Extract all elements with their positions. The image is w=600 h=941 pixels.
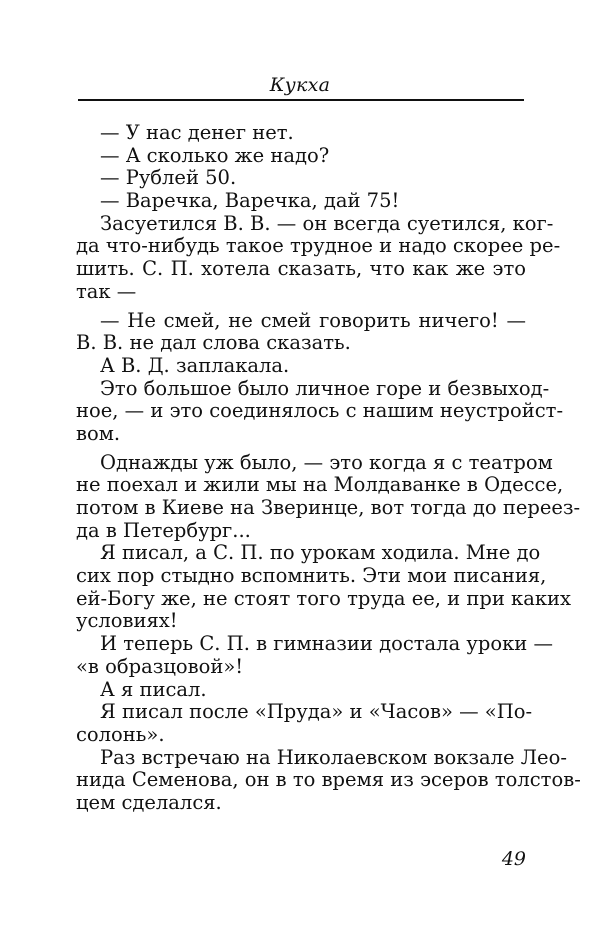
text-line: сих пор стыдно вспомнить. Эти мои писания, bbox=[76, 564, 547, 588]
text-line: «в образцовой»! bbox=[76, 654, 244, 678]
text-line: А я писал. bbox=[100, 677, 207, 701]
text-line: — Рублей 50. bbox=[100, 166, 237, 190]
text-line: В. В. не дал слова сказать. bbox=[76, 331, 351, 355]
text-line: Я писал после «Пруда» и «Часов» — «По- bbox=[100, 700, 533, 724]
text-line: ей-Богу же, не стоят того труда ее, и при каких bbox=[76, 586, 572, 610]
body-text bbox=[76, 121, 581, 815]
text-line: ное, — и это соединялось с нашим неустройст- bbox=[76, 399, 564, 423]
text-line: так — bbox=[76, 279, 137, 303]
text-line: Однажды уж было, — это когда я с театром bbox=[100, 450, 553, 474]
text-line: Это большое было личное горе и безвыход- bbox=[100, 376, 550, 400]
text-line: вом. bbox=[76, 421, 121, 445]
text-line: нида Семенова, он в то время из эсеров толстов- bbox=[76, 768, 581, 792]
text-line: условиях! bbox=[76, 609, 178, 633]
text-line: — Не смей, не смей говорить ничего! — bbox=[100, 308, 526, 332]
text-line: не поехал и жили мы на Молдаванке в Одессе, bbox=[76, 473, 564, 497]
text-line: шить. С. П. хотела сказать, что как же это bbox=[76, 257, 526, 281]
text-line: — Варечка, Варечка, дай 75! bbox=[100, 189, 400, 213]
text-line: И теперь С. П. в гимназии достала уроки — bbox=[100, 632, 553, 656]
text-line: цем сделался. bbox=[76, 790, 222, 814]
text-line: потом в Киеве на Зверинце, вот тогда до переез- bbox=[76, 496, 581, 519]
text-line: Засуетился В. В. — он всегда суетился, ког- bbox=[100, 211, 554, 235]
text-line: да что-нибудь такое трудное и надо скорее ре- bbox=[76, 234, 561, 258]
text-line: солонь». bbox=[76, 722, 165, 746]
text-line: Раз встречаю на Николаевском вокзале Лео- bbox=[100, 745, 567, 769]
running-title: Кукха bbox=[269, 74, 331, 96]
text-line: Я писал, а С. П. по урокам ходила. Мне до bbox=[100, 541, 541, 565]
page-number: 49 bbox=[501, 848, 526, 870]
text-line: — У нас денег нет. bbox=[100, 121, 294, 144]
text-line: — А сколько же надо? bbox=[100, 143, 330, 167]
text-line: А В. Д. заплакала. bbox=[100, 353, 290, 377]
text-line: да в Петербург... bbox=[76, 518, 251, 542]
header-rule bbox=[78, 99, 524, 101]
